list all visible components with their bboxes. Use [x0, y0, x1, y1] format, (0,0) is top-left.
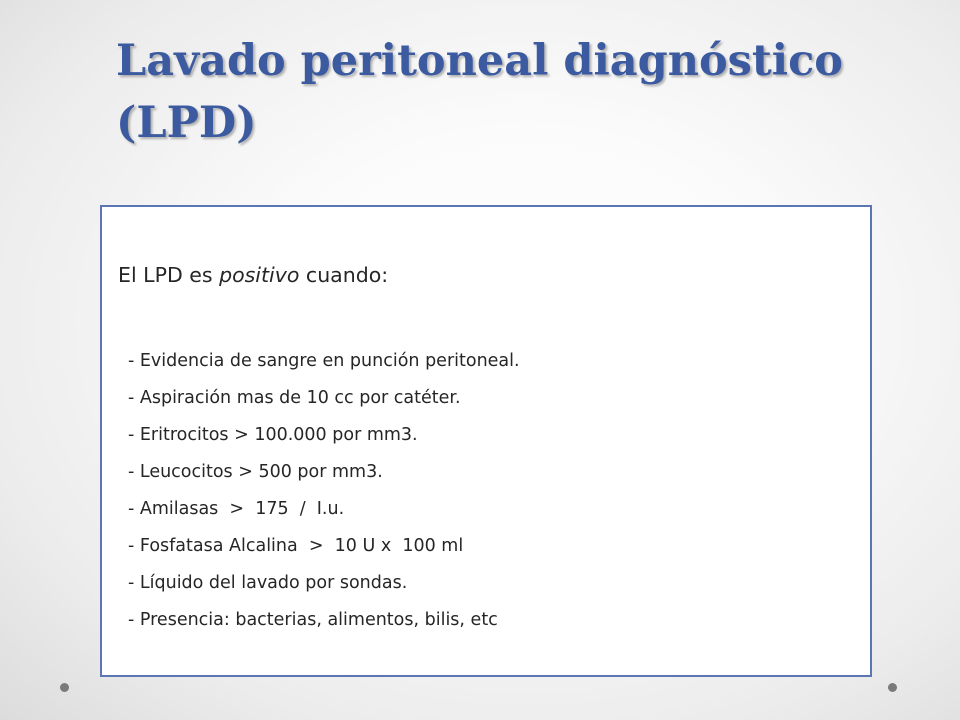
- criteria-item-liquido: - Líquido del lavado por sondas.: [128, 573, 408, 593]
- criteria-item-eritrocitos: - Eritrocitos > 100.000 por mm3.: [128, 425, 418, 445]
- slide-title-line-1: Lavado peritoneal diagnóstico: [116, 36, 843, 86]
- intro-prefix: El LPD es: [118, 263, 220, 287]
- slide-title: [116, 30, 916, 154]
- criteria-item-sangre: - Evidencia de sangre en punción peritoneal.: [128, 351, 520, 371]
- intro-suffix: cuando:: [299, 263, 389, 287]
- criteria-list: [128, 343, 520, 639]
- criteria-item-presencia: - Presencia: bacterias, alimentos, bilis, etc: [128, 610, 498, 630]
- content-box: [100, 205, 872, 677]
- criteria-item-amilasas: - Amilasas > 175 / I.u.: [128, 499, 345, 519]
- decorative-dot-right: [888, 683, 897, 692]
- criteria-item-aspiracion: - Aspiración mas de 10 cc por catéter.: [128, 388, 461, 408]
- criteria-item-fosfatasa: - Fosfatasa Alcalina > 10 U x 100 ml: [128, 536, 464, 556]
- slide-title-line-2: (LPD): [116, 98, 257, 148]
- decorative-dot-left: [60, 683, 69, 692]
- intro-text: [118, 263, 388, 287]
- intro-emphasis: positivo: [219, 263, 300, 287]
- criteria-item-leucocitos: - Leucocitos > 500 por mm3.: [128, 462, 383, 482]
